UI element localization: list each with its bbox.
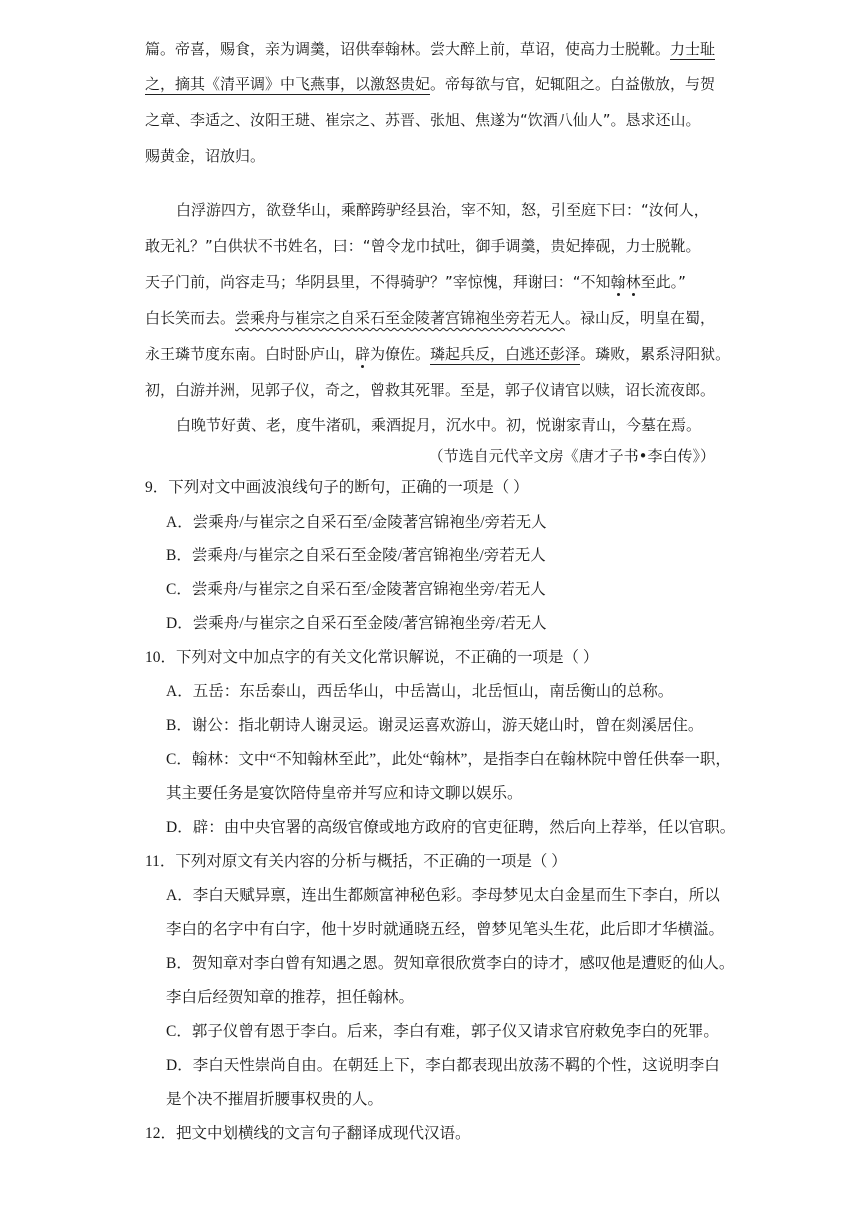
question-11-stem: 11．下列对原文有关内容的分析与概括，不正确的一项是（ ） — [145, 853, 567, 870]
wavy-underlined-sentence: 尝乘舟与崔宗之自采石至金陵著宫锦袍坐旁若无人 — [235, 309, 566, 327]
passage-text: 至此。” — [640, 273, 686, 291]
passage-text: 赐黄金，诏放归。 — [145, 147, 266, 165]
passage-line-6 — [145, 236, 701, 256]
passage-line-3 — [145, 110, 701, 130]
passage-line-7 — [145, 272, 686, 292]
passage-text: 永王璘节度东南。白时卧庐山， — [145, 345, 356, 363]
underlined-sentence-1: 力士耻 — [670, 40, 716, 58]
underlined-sentence-1-cont: 之，摘其《清平调》中飞燕事，以激怒贵妃 — [145, 75, 431, 93]
passage-text: 敢无礼？”白供状不书姓名，曰：“曾令龙巾拭吐，御手调羹，贵妃捧砚，力士脱靴。 — [145, 237, 701, 255]
question-11-option-d-cont: 是个决不摧眉折腰事权贵的人。 — [166, 1091, 384, 1108]
question-10-option-a[interactable]: A．五岳：东岳泰山，西岳华山，中岳嵩山，北岳恒山，南岳衡山的总称。 — [166, 683, 674, 700]
question-9-option-a[interactable]: A．尝乘舟/与崔宗之自采石至/金陵著宫锦袍坐/旁若无人 — [166, 514, 547, 531]
passage-line-11 — [176, 415, 701, 435]
passage-text: 天子门前，尚容走马；华阴县里，不得骑驴？”宰惊愧，拜谢曰：“不知 — [145, 273, 611, 291]
question-10-stem: 10．下列对文中加点字的有关文化常识解说，不正确的一项是（ ） — [145, 649, 599, 666]
dotted-char-lin: 林 — [625, 273, 641, 291]
question-11-option-a-cont: 李白的名字中有白字，他十岁时就通晓五经，曾梦见笔头生花，此后即才华横溢。 — [166, 921, 725, 938]
passage-text: 为僚佐。 — [370, 345, 431, 363]
question-12-stem: 12．把文中划横线的文言句子翻译成现代汉语。 — [145, 1125, 471, 1142]
passage-text: 。帝每欲与官，妃辄阻之。白益傲放，与贺 — [430, 75, 716, 93]
source-citation: （节选自元代辛文房《唐才子书•李白传》） — [428, 447, 715, 465]
question-9-option-c[interactable]: C．尝乘舟/与崔宗之自采石至/金陵著宫锦袍坐旁/若无人 — [166, 581, 546, 598]
question-11-option-c[interactable]: C．郭子仪曾有恩于李白。后来，李白有难，郭子仪又请求官府敕免李白的死罪。 — [166, 1023, 719, 1040]
question-9-option-b[interactable]: B．尝乘舟/与崔宗之自采石至金陵/著宫锦袍坐/旁若无人 — [166, 547, 546, 564]
question-11-option-d[interactable]: D．李白天性崇尚自由。在朝廷上下，李白都表现出放荡不羁的个性，这说明李白 — [166, 1057, 720, 1074]
question-10-option-d[interactable]: D．辟：由中央官署的高级官僚或地方政府的官吏征聘，然后向上荐举，任以官职。 — [166, 819, 736, 836]
passage-text: 。璘败，累系浔阳狱。 — [580, 345, 731, 363]
question-11-option-b[interactable]: B．贺知章对李白曾有知遇之恩。贺知章很欣赏李白的诗才，感叹他是遭贬的仙人。 — [166, 955, 735, 972]
passage-text: 。禄山反，明皇在蜀， — [565, 309, 716, 327]
passage-line-9 — [145, 344, 730, 364]
question-9-option-d[interactable]: D．尝乘舟/与崔宗之自采石至金陵/著宫锦袍坐旁/若无人 — [166, 615, 547, 632]
passage-line-5 — [176, 200, 709, 220]
question-10-option-b[interactable]: B．谢公：指北朝诗人谢灵运。谢灵运喜欢游山，游天姥山时，曾在剡溪居住。 — [166, 717, 704, 734]
question-11-option-a[interactable]: A．李白天赋异禀，连出生都颇富神秘色彩。李母梦见太白金星而生下李白，所以 — [166, 887, 720, 904]
question-11-option-b-cont: 李白后经贺知章的推荐，担任翰林。 — [166, 989, 415, 1006]
question-10-option-c-cont: 其主要任务是宴饮陪侍皇帝并写应和诗文聊以娱乐。 — [166, 785, 523, 802]
question-10-option-c[interactable]: C．翰林：文中“不知翰林至此”，此处“翰林”，是指李白在翰林院中曾任供奉一职， — [166, 751, 731, 768]
dotted-char-bi: 辟 — [355, 345, 371, 363]
dotted-char-han: 翰 — [610, 273, 626, 291]
passage-text: 篇。帝喜，赐食，亲为调羹，诏供奉翰林。尝大醉上前，草诏，使高力士脱靴。 — [145, 40, 671, 58]
passage-line-4 — [145, 146, 265, 166]
question-9-stem: 9．下列对文中画波浪线句子的断句，正确的一项是（ ） — [145, 479, 529, 496]
passage-text: 白长笑而去。 — [145, 309, 236, 327]
underlined-sentence-2: 璘起兵反，白逃还彭泽 — [430, 345, 581, 363]
passage-line-2 — [145, 74, 715, 94]
passage-text: 白浮游四方，欲登华山，乘醉跨驴经县治，宰不知，怒，引至庭下曰：“汝何人， — [176, 201, 709, 219]
passage-text: 之章、李适之、汝阳王琎、崔宗之、苏晋、张旭、焦遂为“饮酒八仙人”。恳求还山。 — [145, 111, 701, 129]
passage-line-8 — [145, 308, 715, 328]
passage-line-10 — [145, 380, 715, 400]
passage-text: 白晚节好黄、老，度牛渚矶，乘酒捉月，沉水中。初，悦谢家青山，今墓在焉。 — [176, 416, 702, 434]
passage-line-1 — [145, 39, 715, 59]
passage-text: 初，白游并洲，见郭子仪，奇之，曾救其死罪。至是，郭子仪请官以赎，诏长流夜郎。 — [145, 381, 716, 399]
